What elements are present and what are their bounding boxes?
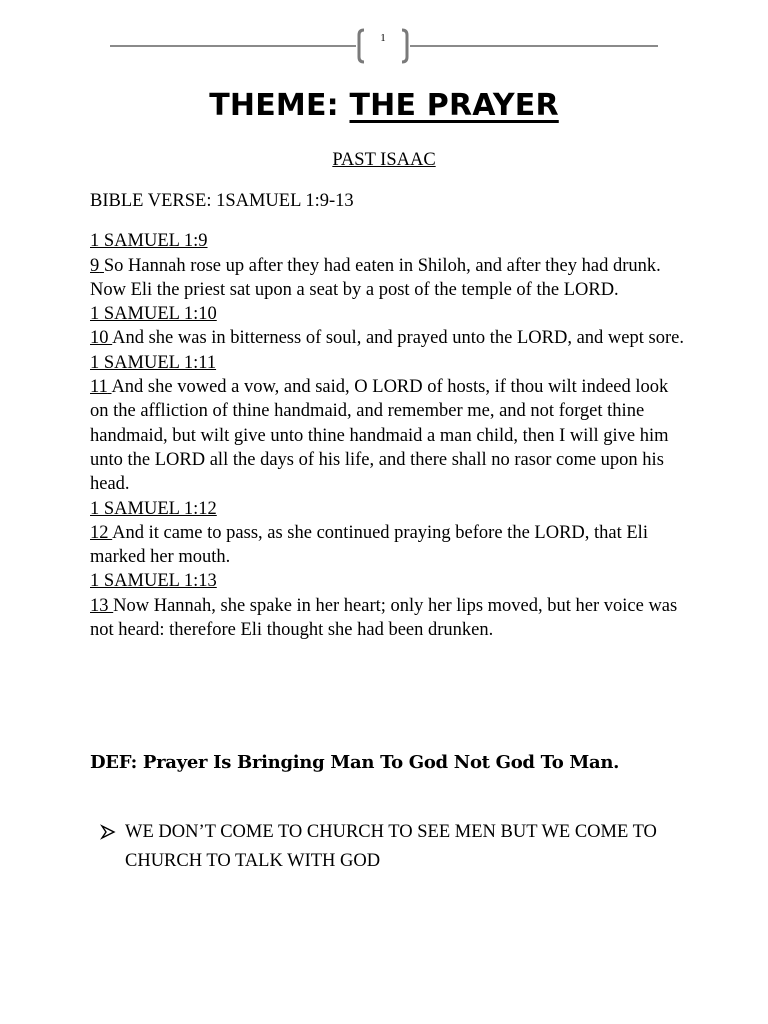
verse-text: And it came to pass, as she continued praying before the LORD, that Eli marked her mouth. — [90, 522, 648, 568]
bible-verse-line: BIBLE VERSE: 1SAMUEL 1:9-13 — [90, 191, 354, 211]
verse-reference: 1 SAMUEL 1:9 — [90, 231, 208, 252]
document-body — [90, 189, 690, 642]
page-number: 1 — [380, 32, 386, 44]
verse-block — [90, 569, 690, 642]
verse-number: 12 — [90, 522, 109, 543]
verse-block — [90, 302, 690, 351]
bullet-text: WE DON’T COME TO CHURCH TO SEE MEN BUT WE COME TO CHURCH TO TALK WITH GOD — [125, 822, 657, 871]
verse-number: 11 — [90, 377, 108, 398]
header-rule-right — [410, 45, 658, 47]
arrow-bullet-icon — [100, 824, 116, 840]
title-text: THE PRAYER — [349, 88, 559, 123]
page-title — [0, 86, 768, 126]
verse-text: And she was in bitterness of soul, and prayed unto the LORD, and wept sore. — [112, 328, 684, 349]
verse-reference: 1 SAMUEL 1:10 — [90, 304, 217, 325]
definition-line: DEF: Prayer Is Bringing Man To God Not God To Man. — [90, 752, 620, 773]
header-rule-left — [110, 45, 356, 47]
list-item — [100, 818, 690, 875]
verse-reference: 1 SAMUEL 1:12 — [90, 498, 217, 519]
verse-block — [90, 229, 690, 302]
bullet-list — [100, 818, 690, 875]
verse-number: 10 — [90, 328, 109, 349]
verse-text: And she vowed a vow, and said, O LORD of hosts, if thou wilt indeed look on the affliction of thine handmaid, and remember me, and not forget thine handmaid, but wilt give unto thine handmaid a man child, then I will give him unto the LORD all the days of his life, and there shall no rasor come upon his head. — [90, 377, 669, 495]
verse-reference: 1 SAMUEL 1:13 — [90, 571, 217, 592]
verse-number: 9 — [90, 255, 100, 276]
verse-text: Now Hannah, she spake in her heart; only her lips moved, but her voice was not heard: therefore Eli thought she had been drunken. — [90, 595, 678, 641]
verse-block — [90, 351, 690, 497]
verse-text: So Hannah rose up after they had eaten in Shiloh, and after they had drunk. Now Eli the priest sat upon a seat by a post of the temple of the LORD. — [90, 255, 661, 300]
page-header — [110, 26, 658, 66]
verse-block — [90, 497, 690, 570]
verse-number: 13 — [90, 595, 109, 616]
title-prefix: THEME: — [209, 88, 350, 123]
verse-reference: 1 SAMUEL 1:11 — [90, 352, 217, 373]
author-line: PAST ISAAC — [332, 150, 436, 170]
